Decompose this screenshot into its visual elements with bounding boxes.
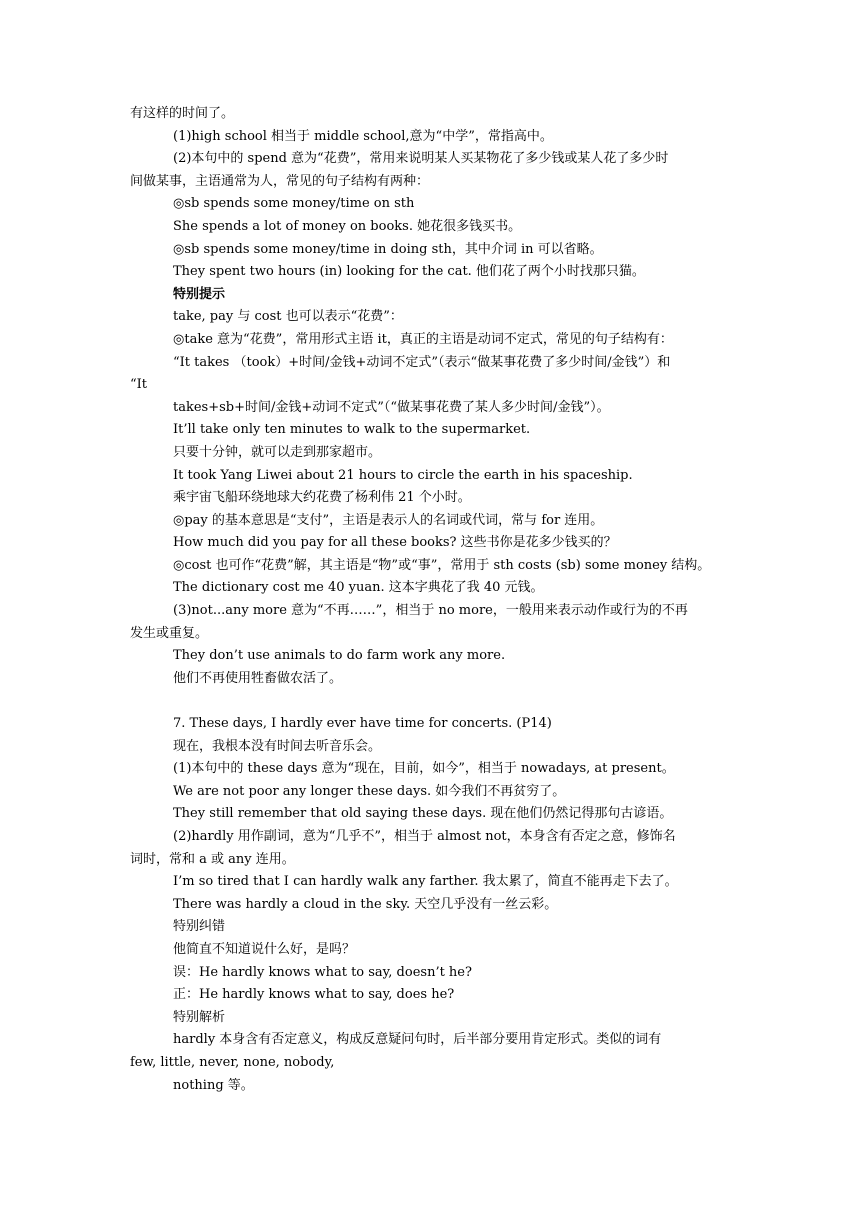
text-line: 有这样的时间了。 <box>130 106 235 121</box>
text-line: (1)本句中的 these days 意为“现在，目前，如今”，相当于 nowadays, at present。 <box>173 761 675 777</box>
text-line: ◎sb spends some money/time on sth <box>173 196 415 212</box>
text-line: There was hardly a cloud in the sky. 天空几乎没有一丝云彩。 <box>173 896 558 912</box>
text-line: We are not poor any longer these days. 如今我们不再贫穷了。 <box>173 783 566 799</box>
text-line: (2)本句中的 spend 意为“花费”，常用来说明某人买某物花了多少钱或某人花了多少时 <box>173 151 669 167</box>
text-line: She spends a lot of money on books. 她花很多钱买书。 <box>173 218 522 234</box>
document-body <box>130 103 732 1097</box>
blank-line <box>130 690 732 713</box>
text-line: 现在，我根本没有时间去听音乐会。 <box>173 738 382 754</box>
text-line: The dictionary cost me 40 yuan. 这本字典花了我 40 元钱。 <box>173 580 544 596</box>
text-line: 他简直不知道说什么好，是吗？ <box>173 941 356 957</box>
text-line: 7. These days, I hardly ever have time for concerts. (P14) <box>173 716 552 732</box>
text-line: takes+sb+时间/金钱+动词不定式”（“做某事花费了某人多少时间/金钱”）。 <box>173 399 610 415</box>
text-line: few, little, never, none, nobody, <box>130 1054 335 1070</box>
text-line: take, pay 与 cost 也可以表示“花费”： <box>173 309 403 325</box>
text-line: 乘宇宙飞船环绕地球大约花费了杨利伟 21 个小时。 <box>173 490 471 506</box>
text-line: (1)high school 相当于 middle school,意为“中学”，常指高中。 <box>173 128 553 144</box>
text-line: 特别提示 <box>173 286 226 302</box>
text-line: 发生或重复。 <box>130 625 209 641</box>
text-line: It’ll take only ten minutes to walk to the supermarket. <box>173 422 531 438</box>
text-line: 只要十分钟，就可以走到那家超市。 <box>173 444 382 460</box>
text-line: hardly 本身含有否定意义，构成反意疑问句时，后半部分要用肯定形式。类似的词有 <box>173 1032 662 1048</box>
text-line: 特别纠错 <box>173 919 226 935</box>
text-line: They still remember that old saying these days. 现在他们仍然记得那句古谚语。 <box>173 806 673 822</box>
text-line: 他们不再使用牲畜做农活了。 <box>173 670 343 686</box>
text-line: 误：He hardly knows what to say, doesn’t he? <box>173 964 472 980</box>
text-line: nothing 等。 <box>173 1077 254 1093</box>
text-line: (2)hardly 用作副词，意为“几乎不”，相当于 almost not，本身含有否定之意，修饰名 <box>173 829 676 844</box>
text-line: They don’t use animals to do farm work any more. <box>173 648 506 664</box>
text-line: “It takes （took）+时间/金钱+动词不定式”（表示“做某事花费了多少时间/金钱”）和 <box>173 354 671 370</box>
text-line: (3)not...any more 意为“不再……”，相当于 no more，一般用来表示动作或行为的不再 <box>173 603 688 619</box>
text-line: They spent two hours (in) looking for the cat. 他们花了两个小时找那只猫。 <box>173 264 645 280</box>
text-line: ◎pay 的基本意思是“支付”，主语是表示人的名词或代词，常与 for 连用。 <box>173 512 604 528</box>
text-line: How much did you pay for all these books? 这些书你是花多少钱买的？ <box>173 535 617 551</box>
text-line: 特别解析 <box>173 1009 226 1025</box>
text-line: ◎sb spends some money/time in doing sth，其中介词 in 可以省略。 <box>173 241 603 257</box>
text-line: It took Yang Liwei about 21 hours to circle the earth in his spaceship. <box>173 467 633 483</box>
text-line: I’m so tired that I can hardly walk any farther. 我太累了，简直不能再走下去了。 <box>173 874 678 890</box>
text-line: 词时，常和 a 或 any 连用。 <box>130 851 295 867</box>
text-line: 正：He hardly knows what to say, does he? <box>173 987 455 1003</box>
text-line: “It <box>130 377 148 393</box>
text-line: ◎cost 也可作“花费”解，其主语是“物”或“事”，常用于 sth costs (sb) some money 结构。 <box>173 557 711 573</box>
text-line: 间做某事，主语通常为人，常见的句子结构有两种： <box>130 173 430 189</box>
text-line: ◎take 意为“花费”，常用形式主语 it，真正的主语是动词不定式，常见的句子结构有： <box>173 331 673 347</box>
